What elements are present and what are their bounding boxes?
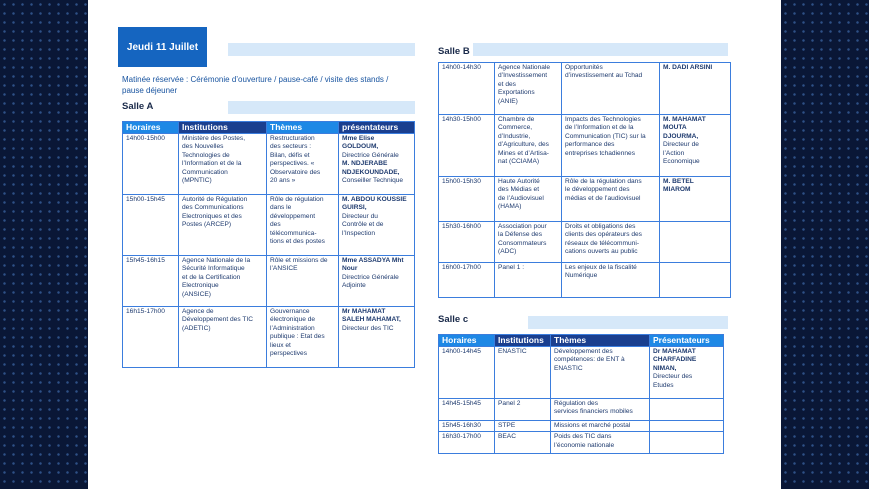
- presenter-cell: [660, 63, 731, 115]
- institution-cell: Autorité de Régulation des Communications Electroniques et des Postes (ARCEP): [179, 195, 267, 256]
- presenter-cell: [650, 432, 724, 454]
- presenter-name: Mr MAHAMAT SALEH MAHAMAT,: [342, 308, 401, 324]
- presenter-cell: [339, 256, 415, 307]
- theme-cell: Restructuration des secteurs : Bilan, défis et perspectives. « Observatoire des 20 ans »: [267, 134, 339, 195]
- header-institutions: Institutions: [495, 335, 551, 347]
- institution-cell: ENASTIC: [495, 347, 551, 399]
- time-cell: 14h30-15h00: [439, 115, 495, 177]
- presenter-name: Mme ASSADYA Mht Nour: [342, 257, 404, 273]
- table-row: [123, 195, 415, 256]
- table-row: [439, 63, 731, 115]
- presenter-cell: [660, 115, 731, 177]
- right-decoration: [781, 0, 869, 489]
- presenter-cell: [339, 195, 415, 256]
- salle-b-title: Salle B: [438, 46, 470, 57]
- presenter-name-2: M. NDJERABE NDJEKOUNDADE,: [342, 160, 400, 176]
- salle-a-band: [228, 101, 415, 114]
- table-row: [439, 115, 731, 177]
- time-cell: 16h15-17h00: [123, 307, 179, 368]
- table-row: [439, 432, 724, 454]
- salle-b-table: [438, 62, 731, 298]
- presenter-role: Directeur de l’Action Economique: [663, 141, 700, 166]
- table-row: [123, 256, 415, 307]
- time-cell: 14h45-15h45: [439, 399, 495, 421]
- presenter-cell: [660, 222, 731, 263]
- presenter-cell: [339, 134, 415, 195]
- institution-cell: Chambre de Commerce, d’Industrie, d’Agriculture, des Mines et d’Artisa- nat (CCIAMA): [495, 115, 562, 177]
- header-institutions: Institutions: [179, 122, 267, 134]
- time-cell: 15h00-15h45: [123, 195, 179, 256]
- table-row: [439, 421, 724, 432]
- day-badge: Jeudi 11 Juillet: [118, 27, 207, 67]
- theme-cell: Gouvernance électronique de l’Administration publique : Etat des lieux et perspectives: [267, 307, 339, 368]
- presenter-cell: [660, 177, 731, 222]
- presenter-cell: [660, 263, 731, 298]
- salle-c-band: [528, 316, 728, 329]
- table-row: [439, 347, 724, 399]
- institution-cell: Agence de Développement des TIC (ADETIC): [179, 307, 267, 368]
- presenter-name: M. MAHAMAT MOUTA DJOURMA,: [663, 116, 706, 140]
- presenter-cell: [650, 347, 724, 399]
- theme-cell: Rôle de régulation dans le développement des télécommunica- tions et des postes: [267, 195, 339, 256]
- presenter-cell: [650, 421, 724, 432]
- time-cell: 14h00-14h30: [439, 63, 495, 115]
- institution-cell: Association pour la Défense des Consommateurs (ADC): [495, 222, 562, 263]
- header-horaires: Horaires: [439, 335, 495, 347]
- presenter-role-2: Conseiller Technique: [342, 177, 404, 185]
- time-cell: 16h00-17h00: [439, 263, 495, 298]
- left-decoration: [0, 0, 88, 489]
- salle-a-table: [122, 121, 415, 368]
- institution-cell: Ministère des Postes, des Nouvelles Technologies de l’Information et de la Communication (MPNTIC): [179, 134, 267, 195]
- header-presentateurs: Présentateurs: [650, 335, 724, 347]
- theme-cell: Missions et marché postal: [551, 421, 650, 432]
- institution-cell: Panel 2: [495, 399, 551, 421]
- institution-cell: BEAC: [495, 432, 551, 454]
- salle-c-header-row: [439, 335, 724, 347]
- theme-cell: Régulation des services financiers mobiles: [551, 399, 650, 421]
- time-cell: 15h30-16h00: [439, 222, 495, 263]
- presenter-name: M. ABDOU KOUSSIE GUIRSI,: [342, 196, 407, 212]
- table-row: [439, 399, 724, 421]
- time-cell: 15h45-16h15: [123, 256, 179, 307]
- presenter-role: Directeur des TIC: [342, 324, 394, 332]
- presenter-name: Mme Elise GOLDOUM,: [342, 135, 379, 151]
- table-row: [123, 307, 415, 368]
- presenter-cell: [339, 307, 415, 368]
- institution-cell: Agence Nationale de la Sécurité Informatique et de la Certification Electronique (ANSICE): [179, 256, 267, 307]
- time-cell: 15h45-16h30: [439, 421, 495, 432]
- presenter-role: Directeur du Contrôle et de l’Inspection: [342, 212, 384, 237]
- theme-cell: Développement des compétences: de ENT à ENASTIC: [551, 347, 650, 399]
- salle-b-band: [473, 43, 728, 56]
- institution-cell: STPE: [495, 421, 551, 432]
- table-row: [123, 134, 415, 195]
- presenter-name: M. BETEL MIAROM: [663, 178, 694, 194]
- theme-cell: Les enjeux de la fiscalité Numérique: [562, 263, 660, 298]
- header-themes: Thèmes: [267, 122, 339, 134]
- presenter-name: M. DADI ARSINI: [663, 64, 713, 71]
- theme-cell: Impacts des Technologies de l’Information et de la Communication (TIC) sur la performance des entreprises tchadiennes: [562, 115, 660, 177]
- presenter-cell: [650, 399, 724, 421]
- presenter-name: Dr MAHAMAT CHARFADINE NIMAN,: [653, 348, 697, 372]
- institution-cell: Haute Autorité des Médias et de l’Audiovisuel (HAMA): [495, 177, 562, 222]
- theme-cell: Poids des TIC dans l’économie nationale: [551, 432, 650, 454]
- theme-cell: Opportunités d’investissement au Tchad: [562, 63, 660, 115]
- presenter-role: Directrice Générale Adjointe: [342, 273, 399, 290]
- salle-a-title: Salle A: [122, 101, 154, 112]
- table-row: [439, 177, 731, 222]
- time-cell: 16h30-17h00: [439, 432, 495, 454]
- header-themes: Thèmes: [551, 335, 650, 347]
- theme-cell: Rôle de la régulation dans le développement des médias et de l’audiovisuel: [562, 177, 660, 222]
- salle-c-table: [438, 334, 724, 454]
- institution-cell: Agence Nationale d’Investissement et des Exportations (ANIE): [495, 63, 562, 115]
- header-horaires: Horaires: [123, 122, 179, 134]
- table-row: [439, 222, 731, 263]
- theme-cell: Droits et obligations des clients des opérateurs des réseaux de télécommuni- cations ouverts au public: [562, 222, 660, 263]
- time-cell: 15h00-15h30: [439, 177, 495, 222]
- time-cell: 14h00-15h00: [123, 134, 179, 195]
- header-band: [228, 43, 415, 56]
- salle-a-header-row: [123, 122, 415, 134]
- intro-text: Matinée réservée : Cérémonie d’ouverture / pause-café / visite des stands / pause déjeuner: [122, 75, 389, 95]
- table-row: [439, 263, 731, 298]
- time-cell: 14h00-14h45: [439, 347, 495, 399]
- presenter-role: Directrice Générale: [342, 151, 399, 159]
- theme-cell: Rôle et missions de l’ANSICE: [267, 256, 339, 307]
- header-presentateurs: présentateurs: [339, 122, 415, 134]
- presenter-role: Directeur des Etudes: [653, 373, 693, 389]
- institution-cell: Panel 1 :: [495, 263, 562, 298]
- salle-c-title: Salle c: [438, 314, 469, 325]
